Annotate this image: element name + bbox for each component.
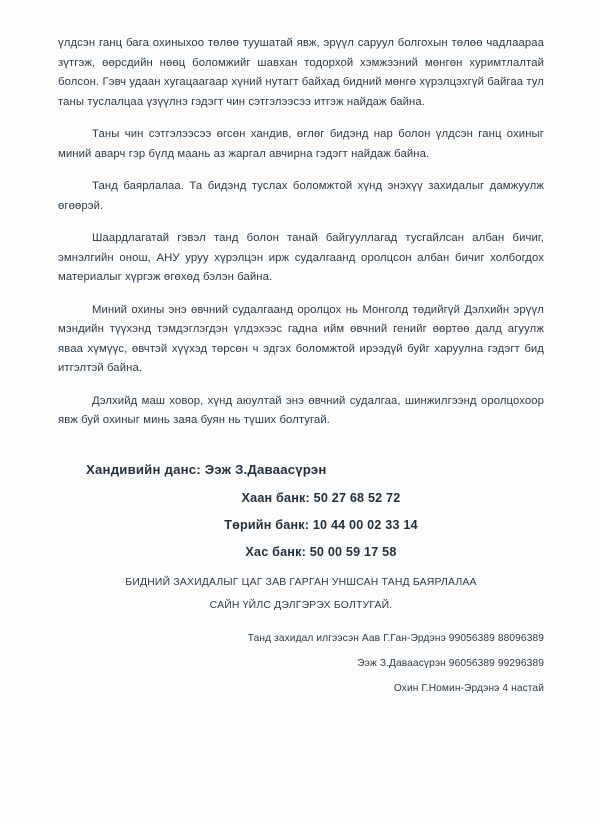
sender-father: Танд захидал илгээсэн Аав Г.Ган-Эрдэнэ 99056389 88096389: [247, 633, 544, 644]
paragraph: Миний охины энэ өвчний судалгаанд оролцох нь Монголд төдийгүй Дэлхийн эрүүл мэндийн түүхэнд тэмдэглэгдэн үлдэхээс гадна ийм өвчний генийг өөртөө далд агуулж яваа хүмүүс, өвчтэй хүүхэд төрсөн ч эдгэх боломжтой ирээдүй буйг харуулна гэдэгт бид итгэлтэй байна.: [58, 303, 544, 374]
paragraph: Танд баярлалаа. Та бидэнд туслах боломжтой хүнд энэхүү захидалыг дамжуулж өгөөрэй.: [58, 180, 544, 212]
sender-mother: Ээж З.Даваасүрэн 96056389 99296389: [357, 658, 544, 669]
paragraph: Таны чин сэтгэлээсээ өгсөн хандив, өглөг бидэнд нар болон үлдсэн ганц охиныг миний аварч гэр бүлд маань аз жаргал авчирна гэдэгт найдаж байна.: [58, 128, 544, 160]
paragraph: Дэлхийд маш ховор, хүнд аюултай энэ өвчний судалгаа, шинжилгээнд оролцохоор явж буй охиныг минь заяа буян нь түших болтугай.: [58, 394, 544, 426]
sender-daughter: Охин Г.Номин-Эрдэнэ 4 настай: [393, 683, 544, 694]
paragraph: үлдсэн ганц бага охиныхоо төлөө туушатай явж, эрүүл саруул болгохын төлөө чадлаараа зүтгэж, өөрсдийн нөөц боломжийг шавхан тодорхой хэмжээний мөнгөн хуримтлалтай болсон. Гэвч удаан хугацаагаар хүний нутагт байхад бидний мөнгө хүрэлцэхгүй байгаа тул таны туслалцаа үзүүлнэ гэдэгт чин сэтгэлээсээ итгэж найдаж байна.: [58, 37, 544, 108]
bank-account-khas: Хас банк: 50 00 59 17 58: [245, 545, 397, 559]
letter-body: [58, 34, 544, 444]
bank-account-state: Төрийн банк: 10 44 00 02 33 14: [224, 518, 418, 532]
paragraph: Шаардлагатай гэвэл танд болон танай байгууллагад тусгайлсан албан бичиг, эмнэлгийн онош, АНУ уруу хүрэлцэн ирж судалгаанд оролцсон албан бичиг холбогдох материалыг хүргэж өгөхөд бэлэн байна.: [58, 232, 544, 283]
donation-account-title: Хандивийн данс: Ээж З.Даваасүрэн: [86, 462, 327, 477]
thank-you-notice: БИДНИЙ ЗАХИДАЛЫГ ЦАГ ЗАВ ГАРГАН УНШСАН ТАНД БАЯРЛАЛАА: [125, 577, 477, 588]
donation-and-signature-block: [58, 462, 544, 694]
closing-wish: САЙН ҮЙЛС ДЭЛГЭРЭХ БОЛТУГАЙ.: [209, 600, 393, 611]
bank-account-khaan: Хаан банк: 50 27 68 52 72: [241, 491, 401, 505]
